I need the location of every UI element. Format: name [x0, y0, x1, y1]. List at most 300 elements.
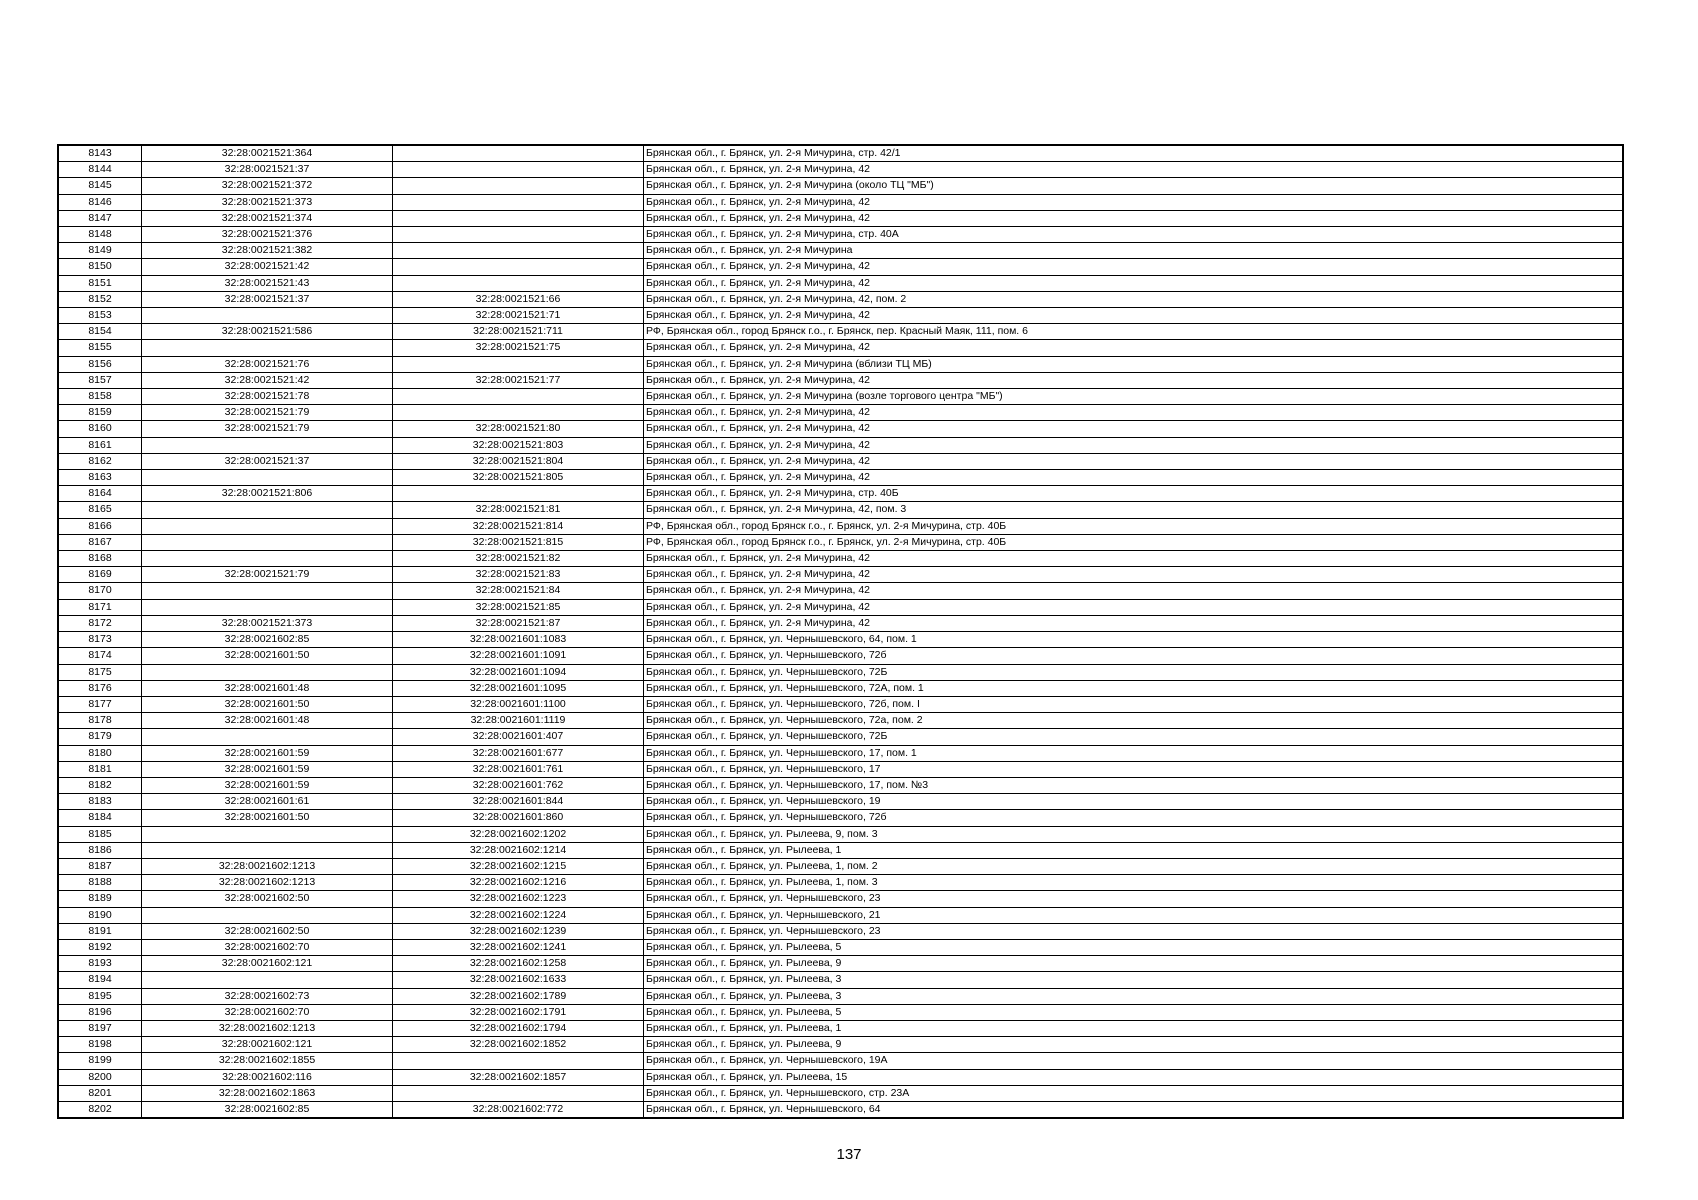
- cadastral-number-cell: 32:28:0021521:85: [393, 599, 644, 615]
- table-row: [58, 729, 1623, 745]
- cadastral-number-cell: 32:28:0021521:81: [393, 502, 644, 518]
- row-number-cell: 8182: [58, 777, 142, 793]
- table-row: [58, 551, 1623, 567]
- table-row: [58, 453, 1623, 469]
- row-number-cell: 8155: [58, 340, 142, 356]
- cadastral-number-cell: 32:28:0021601:762: [393, 777, 644, 793]
- address-cell: Брянская обл., г. Брянск, ул. 2-я Мичурина, 42: [644, 210, 1624, 226]
- table-row: [58, 745, 1623, 761]
- row-number-cell: 8154: [58, 324, 142, 340]
- cadastral-number-cell: 32:28:0021521:77: [393, 372, 644, 388]
- cadastral-number-cell: 32:28:0021602:1213: [142, 875, 393, 891]
- table-row: [58, 583, 1623, 599]
- address-cell: Брянская обл., г. Брянск, ул. Чернышевского, 72а, пом. 2: [644, 713, 1624, 729]
- address-cell: Брянская обл., г. Брянск, ул. Чернышевского, 72Б: [644, 664, 1624, 680]
- address-cell: Брянская обл., г. Брянск, ул. Рылеева, 15: [644, 1069, 1624, 1085]
- cadastral-number-cell: [393, 162, 644, 178]
- address-cell: Брянская обл., г. Брянск, ул. Чернышевского, 19: [644, 794, 1624, 810]
- address-cell: Брянская обл., г. Брянск, ул. 2-я Мичурина: [644, 243, 1624, 259]
- table-row: [58, 842, 1623, 858]
- address-cell: Брянская обл., г. Брянск, ул. Рылеева, 9: [644, 956, 1624, 972]
- table-row: [58, 680, 1623, 696]
- table-row: [58, 486, 1623, 502]
- table-row: [58, 826, 1623, 842]
- cadastral-number-cell: 32:28:0021602:121: [142, 956, 393, 972]
- cadastral-number-cell: 32:28:0021601:48: [142, 713, 393, 729]
- row-number-cell: 8201: [58, 1085, 142, 1101]
- row-number-cell: 8177: [58, 696, 142, 712]
- row-number-cell: 8180: [58, 745, 142, 761]
- cadastral-number-cell: 32:28:0021521:372: [142, 178, 393, 194]
- cadastral-number-cell: 32:28:0021601:59: [142, 777, 393, 793]
- cadastral-number-cell: 32:28:0021601:1100: [393, 696, 644, 712]
- cadastral-number-cell: [142, 907, 393, 923]
- table-row: [58, 194, 1623, 210]
- address-cell: Брянская обл., г. Брянск, ул. Рылеева, 5: [644, 1004, 1624, 1020]
- cadastral-number-cell: [142, 664, 393, 680]
- address-cell: РФ, Брянская обл., город Брянск г.о., г. Брянск, ул. 2-я Мичурина, стр. 40Б: [644, 518, 1624, 534]
- cadastral-number-cell: 32:28:0021602:50: [142, 891, 393, 907]
- cadastral-number-cell: 32:28:0021521:803: [393, 437, 644, 453]
- row-number-cell: 8163: [58, 470, 142, 486]
- address-cell: Брянская обл., г. Брянск, ул. 2-я Мичурина, 42: [644, 615, 1624, 631]
- cadastral-number-cell: 32:28:0021601:407: [393, 729, 644, 745]
- table-row: [58, 372, 1623, 388]
- row-number-cell: 8144: [58, 162, 142, 178]
- row-number-cell: 8159: [58, 405, 142, 421]
- cadastral-number-cell: [393, 1053, 644, 1069]
- table-row: [58, 1085, 1623, 1101]
- table-row: [58, 794, 1623, 810]
- row-number-cell: 8149: [58, 243, 142, 259]
- table-row: [58, 324, 1623, 340]
- table-row: [58, 1069, 1623, 1085]
- cadastral-number-cell: 32:28:0021601:844: [393, 794, 644, 810]
- table-row: [58, 810, 1623, 826]
- table-row: [58, 291, 1623, 307]
- address-cell: Брянская обл., г. Брянск, ул. Чернышевского, 17: [644, 761, 1624, 777]
- table-row: [58, 858, 1623, 874]
- table-row: [58, 308, 1623, 324]
- registry-table-body: [58, 145, 1623, 1118]
- row-number-cell: 8197: [58, 1020, 142, 1036]
- cadastral-number-cell: [393, 259, 644, 275]
- address-cell: Брянская обл., г. Брянск, ул. 2-я Мичурина, 42: [644, 162, 1624, 178]
- row-number-cell: 8184: [58, 810, 142, 826]
- row-number-cell: 8168: [58, 551, 142, 567]
- table-row: [58, 599, 1623, 615]
- address-cell: Брянская обл., г. Брянск, ул. 2-я Мичурина (около ТЦ "МБ"): [644, 178, 1624, 194]
- cadastral-number-cell: [142, 308, 393, 324]
- table-row: [58, 567, 1623, 583]
- address-cell: Брянская обл., г. Брянск, ул. Чернышевского, 19А: [644, 1053, 1624, 1069]
- table-row: [58, 210, 1623, 226]
- table-row: [58, 956, 1623, 972]
- cadastral-number-cell: 32:28:0021521:79: [142, 421, 393, 437]
- table-row: [58, 259, 1623, 275]
- cadastral-number-cell: 32:28:0021521:83: [393, 567, 644, 583]
- cadastral-number-cell: 32:28:0021521:815: [393, 534, 644, 550]
- cadastral-number-cell: 32:28:0021602:1855: [142, 1053, 393, 1069]
- cadastral-number-cell: [142, 826, 393, 842]
- address-cell: Брянская обл., г. Брянск, ул. Рылеева, 9: [644, 1037, 1624, 1053]
- cadastral-number-cell: 32:28:0021521:37: [142, 291, 393, 307]
- row-number-cell: 8185: [58, 826, 142, 842]
- table-row: [58, 696, 1623, 712]
- cadastral-number-cell: [142, 599, 393, 615]
- cadastral-number-cell: [142, 340, 393, 356]
- table-row: [58, 243, 1623, 259]
- address-cell: Брянская обл., г. Брянск, ул. 2-я Мичурина (возле торгового центра "МБ"): [644, 389, 1624, 405]
- cadastral-number-cell: 32:28:0021521:75: [393, 340, 644, 356]
- cadastral-number-cell: [142, 583, 393, 599]
- cadastral-number-cell: 32:28:0021602:1215: [393, 858, 644, 874]
- page-number: 137: [836, 1146, 862, 1163]
- cadastral-number-cell: 32:28:0021602:772: [393, 1101, 644, 1118]
- row-number-cell: 8199: [58, 1053, 142, 1069]
- address-cell: Брянская обл., г. Брянск, ул. Чернышевского, 72б: [644, 648, 1624, 664]
- cadastral-number-cell: 32:28:0021602:1202: [393, 826, 644, 842]
- cadastral-number-cell: 32:28:0021602:85: [142, 632, 393, 648]
- table-row: [58, 988, 1623, 1004]
- cadastral-number-cell: [393, 227, 644, 243]
- address-cell: Брянская обл., г. Брянск, ул. 2-я Мичурина, 42: [644, 340, 1624, 356]
- cadastral-number-cell: [393, 405, 644, 421]
- cadastral-number-cell: [393, 1085, 644, 1101]
- address-cell: РФ, Брянская обл., город Брянск г.о., г. Брянск, ул. 2-я Мичурина, стр. 40Б: [644, 534, 1624, 550]
- cadastral-number-cell: 32:28:0021521:711: [393, 324, 644, 340]
- cadastral-number-cell: 32:28:0021601:50: [142, 648, 393, 664]
- address-cell: Брянская обл., г. Брянск, ул. 2-я Мичурина, 42: [644, 194, 1624, 210]
- address-cell: Брянская обл., г. Брянск, ул. 2-я Мичурина, 42: [644, 551, 1624, 567]
- row-number-cell: 8191: [58, 923, 142, 939]
- address-cell: Брянская обл., г. Брянск, ул. Рылеева, 1, пом. 2: [644, 858, 1624, 874]
- cadastral-number-cell: 32:28:0021521:373: [142, 194, 393, 210]
- address-cell: РФ, Брянская обл., город Брянск г.о., г. Брянск, пер. Красный Маяк, 111, пом. 6: [644, 324, 1624, 340]
- cadastral-number-cell: 32:28:0021521:374: [142, 210, 393, 226]
- cadastral-number-cell: 32:28:0021521:43: [142, 275, 393, 291]
- cadastral-number-cell: 32:28:0021521:84: [393, 583, 644, 599]
- address-cell: Брянская обл., г. Брянск, ул. Чернышевского, 72б: [644, 810, 1624, 826]
- cadastral-number-cell: 32:28:0021602:1791: [393, 1004, 644, 1020]
- address-cell: Брянская обл., г. Брянск, ул. 2-я Мичурина, 42, пом. 3: [644, 502, 1624, 518]
- address-cell: Брянская обл., г. Брянск, ул. Чернышевского, стр. 23А: [644, 1085, 1624, 1101]
- row-number-cell: 8200: [58, 1069, 142, 1085]
- row-number-cell: 8202: [58, 1101, 142, 1118]
- cadastral-number-cell: [393, 243, 644, 259]
- cadastral-number-cell: 32:28:0021521:71: [393, 308, 644, 324]
- cadastral-number-cell: 32:28:0021521:805: [393, 470, 644, 486]
- cadastral-number-cell: 32:28:0021602:70: [142, 939, 393, 955]
- row-number-cell: 8192: [58, 939, 142, 955]
- address-cell: Брянская обл., г. Брянск, ул. Рылеева, 1: [644, 842, 1624, 858]
- address-cell: Брянская обл., г. Брянск, ул. 2-я Мичурина, 42: [644, 372, 1624, 388]
- address-cell: Брянская обл., г. Брянск, ул. Чернышевского, 72Б: [644, 729, 1624, 745]
- cadastral-number-cell: [393, 486, 644, 502]
- cadastral-number-cell: 32:28:0021602:1852: [393, 1037, 644, 1053]
- cadastral-number-cell: 32:28:0021602:1224: [393, 907, 644, 923]
- cadastral-number-cell: [142, 518, 393, 534]
- row-number-cell: 8150: [58, 259, 142, 275]
- address-cell: Брянская обл., г. Брянск, ул. Чернышевского, 72б, пом. I: [644, 696, 1624, 712]
- address-cell: Брянская обл., г. Брянск, ул. 2-я Мичурина (вблизи ТЦ МБ): [644, 356, 1624, 372]
- cadastral-number-cell: 32:28:0021521:586: [142, 324, 393, 340]
- cadastral-number-cell: 32:28:0021521:814: [393, 518, 644, 534]
- cadastral-number-cell: [393, 275, 644, 291]
- row-number-cell: 8143: [58, 145, 142, 162]
- address-cell: Брянская обл., г. Брянск, ул. 2-я Мичурина, 42, пом. 2: [644, 291, 1624, 307]
- table-row: [58, 145, 1623, 162]
- row-number-cell: 8169: [58, 567, 142, 583]
- cadastral-number-cell: 32:28:0021601:1091: [393, 648, 644, 664]
- table-row: [58, 421, 1623, 437]
- row-number-cell: 8195: [58, 988, 142, 1004]
- address-cell: Брянская обл., г. Брянск, ул. Рылеева, 3: [644, 988, 1624, 1004]
- cadastral-number-cell: [393, 210, 644, 226]
- cadastral-number-cell: 32:28:0021602:1241: [393, 939, 644, 955]
- cadastral-number-cell: 32:28:0021602:121: [142, 1037, 393, 1053]
- table-row: [58, 405, 1623, 421]
- table-row: [58, 777, 1623, 793]
- cadastral-number-cell: 32:28:0021521:806: [142, 486, 393, 502]
- table-row: [58, 761, 1623, 777]
- table-row: [58, 632, 1623, 648]
- address-cell: Брянская обл., г. Брянск, ул. Чернышевского, 23: [644, 923, 1624, 939]
- cadastral-number-cell: [393, 194, 644, 210]
- row-number-cell: 8156: [58, 356, 142, 372]
- address-cell: Брянская обл., г. Брянск, ул. 2-я Мичурина, стр. 40Б: [644, 486, 1624, 502]
- cadastral-number-cell: [142, 534, 393, 550]
- table-row: [58, 389, 1623, 405]
- cadastral-number-cell: 32:28:0021601:761: [393, 761, 644, 777]
- registry-table-container: [57, 144, 1624, 1119]
- table-row: [58, 227, 1623, 243]
- address-cell: Брянская обл., г. Брянск, ул. Чернышевского, 23: [644, 891, 1624, 907]
- row-number-cell: 8189: [58, 891, 142, 907]
- cadastral-number-cell: 32:28:0021602:1239: [393, 923, 644, 939]
- cadastral-number-cell: 32:28:0021601:1094: [393, 664, 644, 680]
- row-number-cell: 8196: [58, 1004, 142, 1020]
- row-number-cell: 8194: [58, 972, 142, 988]
- cadastral-number-cell: 32:28:0021521:364: [142, 145, 393, 162]
- cadastral-number-cell: 32:28:0021602:1863: [142, 1085, 393, 1101]
- table-row: [58, 713, 1623, 729]
- address-cell: Брянская обл., г. Брянск, ул. 2-я Мичурина, 42: [644, 259, 1624, 275]
- row-number-cell: 8165: [58, 502, 142, 518]
- cadastral-number-cell: 32:28:0021601:59: [142, 745, 393, 761]
- cadastral-number-cell: 32:28:0021521:42: [142, 259, 393, 275]
- cadastral-number-cell: 32:28:0021521:80: [393, 421, 644, 437]
- table-row: [58, 275, 1623, 291]
- row-number-cell: 8173: [58, 632, 142, 648]
- address-cell: Брянская обл., г. Брянск, ул. 2-я Мичурина, 42: [644, 437, 1624, 453]
- table-row: [58, 1020, 1623, 1036]
- row-number-cell: 8152: [58, 291, 142, 307]
- row-number-cell: 8171: [58, 599, 142, 615]
- cadastral-number-cell: 32:28:0021602:85: [142, 1101, 393, 1118]
- cadastral-number-cell: 32:28:0021601:677: [393, 745, 644, 761]
- cadastral-number-cell: 32:28:0021602:1213: [142, 858, 393, 874]
- table-row: [58, 178, 1623, 194]
- cadastral-number-cell: [142, 470, 393, 486]
- address-cell: Брянская обл., г. Брянск, ул. Чернышевского, 72А, пом. 1: [644, 680, 1624, 696]
- row-number-cell: 8151: [58, 275, 142, 291]
- address-cell: Брянская обл., г. Брянск, ул. 2-я Мичурина, 42: [644, 308, 1624, 324]
- table-row: [58, 615, 1623, 631]
- address-cell: Брянская обл., г. Брянск, ул. Рылеева, 9, пом. 3: [644, 826, 1624, 842]
- cadastral-number-cell: 32:28:0021521:37: [142, 162, 393, 178]
- cadastral-number-cell: 32:28:0021521:76: [142, 356, 393, 372]
- row-number-cell: 8174: [58, 648, 142, 664]
- cadastral-number-cell: 32:28:0021601:50: [142, 810, 393, 826]
- cadastral-number-cell: 32:28:0021602:1857: [393, 1069, 644, 1085]
- address-cell: Брянская обл., г. Брянск, ул. 2-я Мичурина, 42: [644, 599, 1624, 615]
- table-row: [58, 875, 1623, 891]
- table-row: [58, 162, 1623, 178]
- address-cell: Брянская обл., г. Брянск, ул. 2-я Мичурина, 42: [644, 275, 1624, 291]
- cadastral-number-cell: 32:28:0021521:804: [393, 453, 644, 469]
- cadastral-number-cell: 32:28:0021521:66: [393, 291, 644, 307]
- cadastral-number-cell: 32:28:0021602:1223: [393, 891, 644, 907]
- table-row: [58, 356, 1623, 372]
- address-cell: Брянская обл., г. Брянск, ул. Рылеева, 3: [644, 972, 1624, 988]
- cadastral-number-cell: 32:28:0021521:79: [142, 405, 393, 421]
- cadastral-number-cell: 32:28:0021601:59: [142, 761, 393, 777]
- address-cell: Брянская обл., г. Брянск, ул. Чернышевского, 64, пом. 1: [644, 632, 1624, 648]
- cadastral-number-cell: 32:28:0021602:70: [142, 1004, 393, 1020]
- cadastral-number-cell: 32:28:0021602:1258: [393, 956, 644, 972]
- row-number-cell: 8178: [58, 713, 142, 729]
- address-cell: Брянская обл., г. Брянск, ул. Чернышевского, 21: [644, 907, 1624, 923]
- cadastral-number-cell: 32:28:0021602:1214: [393, 842, 644, 858]
- table-row: [58, 470, 1623, 486]
- cadastral-number-cell: 32:28:0021602:1633: [393, 972, 644, 988]
- cadastral-number-cell: 32:28:0021602:50: [142, 923, 393, 939]
- address-cell: Брянская обл., г. Брянск, ул. 2-я Мичурина, 42: [644, 470, 1624, 486]
- cadastral-number-cell: [142, 842, 393, 858]
- cadastral-number-cell: 32:28:0021602:1213: [142, 1020, 393, 1036]
- cadastral-number-cell: [142, 972, 393, 988]
- table-row: [58, 648, 1623, 664]
- table-row: [58, 534, 1623, 550]
- row-number-cell: 8145: [58, 178, 142, 194]
- cadastral-number-cell: [142, 502, 393, 518]
- table-row: [58, 502, 1623, 518]
- address-cell: Брянская обл., г. Брянск, ул. Чернышевского, 17, пом. №3: [644, 777, 1624, 793]
- row-number-cell: 8158: [58, 389, 142, 405]
- cadastral-number-cell: 32:28:0021521:376: [142, 227, 393, 243]
- row-number-cell: 8193: [58, 956, 142, 972]
- cadastral-number-cell: [393, 178, 644, 194]
- row-number-cell: 8153: [58, 308, 142, 324]
- cadastral-number-cell: [142, 437, 393, 453]
- row-number-cell: 8179: [58, 729, 142, 745]
- table-row: [58, 1101, 1623, 1118]
- row-number-cell: 8166: [58, 518, 142, 534]
- address-cell: Брянская обл., г. Брянск, ул. Рылеева, 1, пом. 3: [644, 875, 1624, 891]
- table-row: [58, 907, 1623, 923]
- cadastral-number-cell: 32:28:0021601:1095: [393, 680, 644, 696]
- cadastral-number-cell: 32:28:0021602:1216: [393, 875, 644, 891]
- cadastral-number-cell: 32:28:0021521:78: [142, 389, 393, 405]
- row-number-cell: 8146: [58, 194, 142, 210]
- cadastral-number-cell: 32:28:0021601:860: [393, 810, 644, 826]
- address-cell: Брянская обл., г. Брянск, ул. 2-я Мичурина, стр. 42/1: [644, 145, 1624, 162]
- cadastral-number-cell: [142, 551, 393, 567]
- cadastral-number-cell: [393, 389, 644, 405]
- row-number-cell: 8172: [58, 615, 142, 631]
- row-number-cell: 8176: [58, 680, 142, 696]
- address-cell: Брянская обл., г. Брянск, ул. 2-я Мичурина, 42: [644, 453, 1624, 469]
- row-number-cell: 8161: [58, 437, 142, 453]
- cadastral-number-cell: 32:28:0021601:61: [142, 794, 393, 810]
- table-row: [58, 437, 1623, 453]
- row-number-cell: 8170: [58, 583, 142, 599]
- address-cell: Брянская обл., г. Брянск, ул. Чернышевского, 64: [644, 1101, 1624, 1118]
- cadastral-number-cell: 32:28:0021601:1119: [393, 713, 644, 729]
- row-number-cell: 8188: [58, 875, 142, 891]
- table-row: [58, 664, 1623, 680]
- cadastral-number-cell: 32:28:0021521:37: [142, 453, 393, 469]
- cadastral-number-cell: 32:28:0021521:79: [142, 567, 393, 583]
- row-number-cell: 8186: [58, 842, 142, 858]
- address-cell: Брянская обл., г. Брянск, ул. 2-я Мичурина, 42: [644, 405, 1624, 421]
- cadastral-number-cell: 32:28:0021602:1794: [393, 1020, 644, 1036]
- row-number-cell: 8164: [58, 486, 142, 502]
- table-row: [58, 1037, 1623, 1053]
- cadastral-number-cell: 32:28:0021521:82: [393, 551, 644, 567]
- row-number-cell: 8190: [58, 907, 142, 923]
- table-row: [58, 891, 1623, 907]
- cadastral-number-cell: 32:28:0021521:373: [142, 615, 393, 631]
- cadastral-number-cell: 32:28:0021521:42: [142, 372, 393, 388]
- cadastral-number-cell: 32:28:0021602:1789: [393, 988, 644, 1004]
- registry-table: [57, 144, 1624, 1119]
- row-number-cell: 8198: [58, 1037, 142, 1053]
- row-number-cell: 8175: [58, 664, 142, 680]
- cadastral-number-cell: [142, 729, 393, 745]
- row-number-cell: 8160: [58, 421, 142, 437]
- table-row: [58, 1004, 1623, 1020]
- cadastral-number-cell: 32:28:0021601:48: [142, 680, 393, 696]
- cadastral-number-cell: 32:28:0021521:87: [393, 615, 644, 631]
- row-number-cell: 8162: [58, 453, 142, 469]
- cadastral-number-cell: 32:28:0021601:1083: [393, 632, 644, 648]
- row-number-cell: 8167: [58, 534, 142, 550]
- address-cell: Брянская обл., г. Брянск, ул. 2-я Мичурина, 42: [644, 583, 1624, 599]
- address-cell: Брянская обл., г. Брянск, ул. Рылеева, 1: [644, 1020, 1624, 1036]
- address-cell: Брянская обл., г. Брянск, ул. Рылеева, 5: [644, 939, 1624, 955]
- table-row: [58, 340, 1623, 356]
- cadastral-number-cell: 32:28:0021521:382: [142, 243, 393, 259]
- table-row: [58, 1053, 1623, 1069]
- table-row: [58, 518, 1623, 534]
- cadastral-number-cell: [393, 145, 644, 162]
- row-number-cell: 8187: [58, 858, 142, 874]
- table-row: [58, 939, 1623, 955]
- address-cell: Брянская обл., г. Брянск, ул. 2-я Мичурина, стр. 40А: [644, 227, 1624, 243]
- address-cell: Брянская обл., г. Брянск, ул. 2-я Мичурина, 42: [644, 567, 1624, 583]
- address-cell: Брянская обл., г. Брянск, ул. Чернышевского, 17, пом. 1: [644, 745, 1624, 761]
- cadastral-number-cell: 32:28:0021602:73: [142, 988, 393, 1004]
- row-number-cell: 8148: [58, 227, 142, 243]
- table-row: [58, 972, 1623, 988]
- address-cell: Брянская обл., г. Брянск, ул. 2-я Мичурина, 42: [644, 421, 1624, 437]
- row-number-cell: 8183: [58, 794, 142, 810]
- row-number-cell: 8147: [58, 210, 142, 226]
- row-number-cell: 8181: [58, 761, 142, 777]
- table-row: [58, 923, 1623, 939]
